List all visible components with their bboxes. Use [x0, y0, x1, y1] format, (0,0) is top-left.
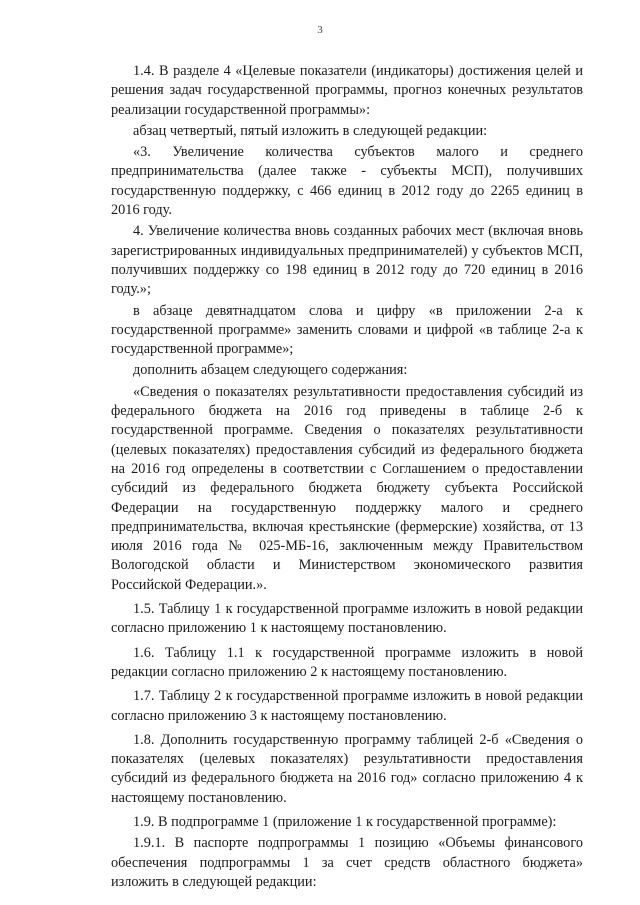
- paragraph-1-8: 1.8. Дополнить государственную программу таблицей 2-б «Сведения о показателях (целевых показателях) результативности предоставления субсидий из федерального бюджета на 2016 год» согласно приложению 4 к настоящему постановлению.: [111, 731, 583, 806]
- paragraph-indicator-3: «3. Увеличение количества субъектов малого и среднего предпринимательства (далее также - субъекты МСП), получивших государственную поддержку, с 466 единиц в 2012 году до 2265 единиц в 2016 году.: [111, 144, 583, 219]
- paragraph-subsidies-info: «Сведения о показателях результативности предоставления субсидий из федерального бюджета на 2016 год приведены в таблице 2-б к государственной программе. Сведения о показателях результативности (целевых показателях) предоставления субсидий из федерального бюджета на 2016 год определены в соответствии с Соглашением о предоставлении субсидий из федерального бюджета бюджету субъекта Российской Федерации на государственную поддержку малого и среднего предпринимательства, включая крестьянские (фермерские) хозяйства, от 13 июля 2016 года № 025-МБ-16, заключенным между Правительством Вологодской области и Министерством экономического развития Российской Федерации.».: [111, 383, 583, 593]
- paragraph-1-9-1: 1.9.1. В паспорте подпрограммы 1 позицию «Объемы финансового обеспечения подпрограммы 1 за счет средств областного бюджета» изложить в следующей редакции:: [111, 835, 583, 890]
- paragraph-abzac-19: в абзаце девятнадцатом слова и цифру «в приложении 2-а к государственной программе» заменить словами и цифрой «в таблице 2-а к государственной программе»;: [111, 302, 583, 358]
- paragraph-add-abzac: дополнить абзацем следующего содержания:: [133, 362, 408, 379]
- paragraph-1-9: 1.9. В подпрограмме 1 (приложение 1 к государственной программе):: [133, 813, 557, 830]
- paragraph-abzac-4-5: абзац четвертый, пятый изложить в следующей редакции:: [133, 122, 488, 139]
- paragraph-1-6: 1.6. Таблицу 1.1 к государственной программе изложить в новой редакции согласно приложению 2 к настоящему постановлению.: [111, 644, 583, 680]
- paragraph-1-4: 1.4. В разделе 4 «Целевые показатели (индикаторы) достижения целей и решения задач государственной программы, прогноз конечных результатов реализации государственной программы»:: [111, 63, 583, 118]
- paragraph-1-5: 1.5. Таблицу 1 к государственной программе изложить в новой редакции согласно приложению 1 к настоящему постановлению.: [111, 601, 583, 637]
- paragraph-indicator-4: 4. Увеличение количества вновь созданных рабочих мест (включая вновь зарегистрированных индивидуальных предпринимателей) у субъектов МСП, получивших поддержку со 198 единиц в 2012 году до 720 единиц в 2016 году.»;: [111, 223, 583, 298]
- document-body: [111, 62, 583, 892]
- paragraph-1-7: 1.7. Таблицу 2 к государственной программе изложить в новой редакции согласно приложению 3 к настоящему постановлению.: [111, 688, 583, 724]
- page-number: 3: [317, 24, 323, 36]
